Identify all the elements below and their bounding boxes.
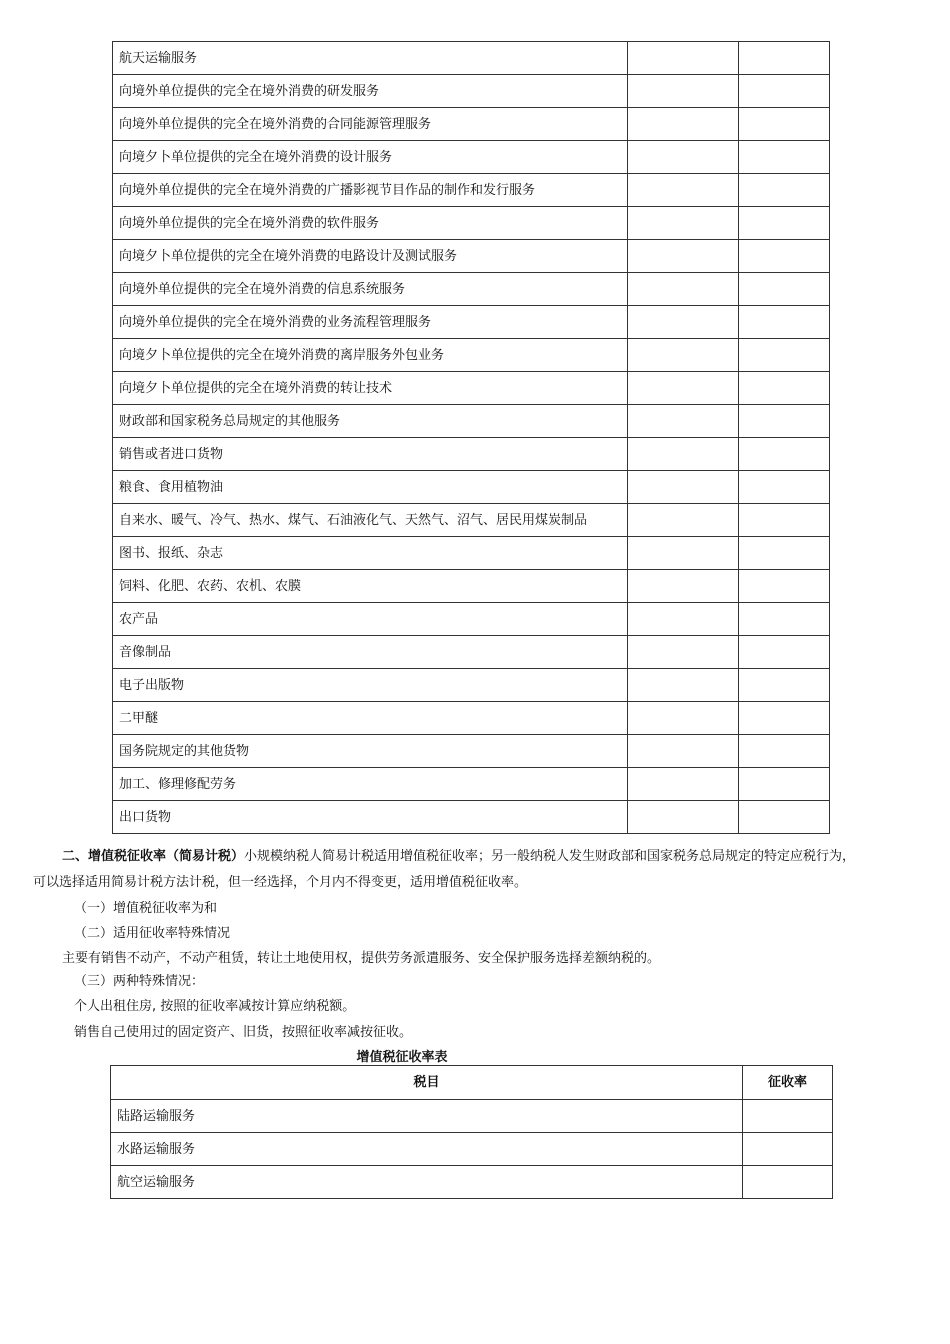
subsection-2: （二）适用征收率特殊情况	[74, 926, 231, 941]
table-row	[113, 174, 830, 207]
table-cell-item: 粮食、食用植物油	[113, 471, 628, 504]
table-cell-blank	[628, 75, 739, 108]
table-cell-blank	[739, 75, 830, 108]
subsection-2-detail: 主要有销售不动产，不动产租赁，转让土地使用权，提供劳务派遣服务、安全保护服务选择差额纳税的。	[62, 951, 661, 966]
table-row	[113, 735, 830, 768]
table-cell-blank	[628, 537, 739, 570]
table-cell-blank	[739, 339, 830, 372]
table-cell-blank	[628, 669, 739, 702]
table-cell-item: 向境外单位提供的完全在境外消费的合同能源管理服务	[113, 108, 628, 141]
table-row	[113, 504, 830, 537]
table-cell-item: 水路运输服务	[111, 1133, 743, 1166]
table-cell-blank	[739, 768, 830, 801]
table-row	[113, 570, 830, 603]
table-cell-item: 向境夕卜单位提供的完全在境外消费的离岸服务外包业务	[113, 339, 628, 372]
table-row	[113, 240, 830, 273]
table-cell-blank	[739, 735, 830, 768]
table-cell-blank	[739, 207, 830, 240]
table-row	[111, 1100, 833, 1133]
table-row	[113, 603, 830, 636]
table-cell-rate	[743, 1166, 833, 1199]
table-cell-blank	[628, 735, 739, 768]
table-row	[113, 207, 830, 240]
table-cell-blank	[739, 702, 830, 735]
table-cell-item: 向境外单位提供的完全在境外消费的广播影视节目作品的制作和发行服务	[113, 174, 628, 207]
table-cell-item: 自来水、暖气、冷气、热水、煤气、石油液化气、天然气、沼气、居民用煤炭制品	[113, 504, 628, 537]
table-cell-blank	[628, 636, 739, 669]
table-cell-blank	[739, 141, 830, 174]
table-cell-blank	[739, 570, 830, 603]
table-cell-blank	[739, 801, 830, 834]
table-row	[113, 768, 830, 801]
table-cell-rate	[743, 1133, 833, 1166]
table-cell-blank	[628, 372, 739, 405]
table-row	[113, 636, 830, 669]
table-cell-blank	[628, 570, 739, 603]
table-row	[113, 471, 830, 504]
table-cell-blank	[628, 207, 739, 240]
column-header-item: 税目	[111, 1066, 743, 1100]
table-cell-blank	[739, 471, 830, 504]
table-cell-item: 图书、报纸、杂志	[113, 537, 628, 570]
table-cell-blank	[628, 174, 739, 207]
table-row	[113, 141, 830, 174]
table-cell-item: 音像制品	[113, 636, 628, 669]
section2-line1	[62, 850, 855, 863]
table-cell-blank	[628, 801, 739, 834]
table-cell-blank	[628, 768, 739, 801]
table-cell-item: 向境夕卜单位提供的完全在境外消费的电路设计及测试服务	[113, 240, 628, 273]
subsection-3: （三）两种特殊情况：	[74, 974, 205, 989]
table-cell-item: 销售或者进口货物	[113, 438, 628, 471]
section2-line2: 可以选择适用简易计税方法计税，但一经选择，个月内不得变更，适用增值税征收率。	[33, 875, 528, 890]
table-cell-blank	[628, 108, 739, 141]
table-row	[113, 339, 830, 372]
table-cell-item: 饲料、化肥、农药、农机、农膜	[113, 570, 628, 603]
table-cell-blank	[739, 603, 830, 636]
table-cell-item: 向境夕卜单位提供的完全在境外消费的设计服务	[113, 141, 628, 174]
table-cell-blank	[739, 42, 830, 75]
table-cell-blank	[628, 273, 739, 306]
simplified-rate-table-body	[111, 1100, 833, 1199]
table-row	[113, 702, 830, 735]
table-cell-blank	[739, 273, 830, 306]
table-cell-item: 向境外单位提供的完全在境外消费的软件服务	[113, 207, 628, 240]
table-cell-blank	[739, 438, 830, 471]
column-header-rate: 征收率	[743, 1066, 833, 1100]
table-cell-blank	[628, 339, 739, 372]
table-cell-blank	[739, 306, 830, 339]
table-cell-item: 二甲醚	[113, 702, 628, 735]
table-cell-blank	[628, 471, 739, 504]
table-cell-item: 出口货物	[113, 801, 628, 834]
table-title: 增值税征收率表	[356, 1050, 448, 1065]
subsection-3-item-1: 个人出租住房, 按照的征收率减按计算应纳税额。	[74, 999, 356, 1014]
table-header-row	[111, 1066, 833, 1100]
table-cell-blank	[628, 504, 739, 537]
table-row	[113, 438, 830, 471]
table-cell-blank	[739, 108, 830, 141]
table-cell-blank	[628, 603, 739, 636]
table-cell-item: 农产品	[113, 603, 628, 636]
table-cell-item: 陆路运输服务	[111, 1100, 743, 1133]
table-row	[113, 801, 830, 834]
table-row	[113, 405, 830, 438]
table-cell-blank	[628, 702, 739, 735]
table-cell-blank	[739, 504, 830, 537]
table-cell-blank	[628, 405, 739, 438]
section2-line1-text: 小规模纳税人简易计税适用增值税征收率；另一般纳税人发生财政部和国家税务总局规定的特定应税行为，	[244, 849, 856, 864]
table-cell-blank	[628, 240, 739, 273]
table-cell-blank	[628, 306, 739, 339]
table-row	[113, 306, 830, 339]
table-cell-item: 电子出版物	[113, 669, 628, 702]
table-cell-item: 向境外单位提供的完全在境外消费的业务流程管理服务	[113, 306, 628, 339]
table-cell-blank	[739, 240, 830, 273]
subsection-3-item-2: 销售自己使用过的固定资产、旧货，按照征收率减按征收。	[74, 1025, 413, 1040]
subsection-1: （一）增值税征收率为和	[74, 901, 218, 916]
table-cell-rate	[743, 1100, 833, 1133]
table-cell-item: 财政部和国家税务总局规定的其他服务	[113, 405, 628, 438]
table-row	[113, 108, 830, 141]
table-row	[113, 372, 830, 405]
table-row	[113, 75, 830, 108]
section2-heading: 二、增值税征收率（简易计税）	[62, 849, 245, 864]
table-cell-blank	[628, 438, 739, 471]
table-cell-item: 向境外单位提供的完全在境外消费的研发服务	[113, 75, 628, 108]
tax-rate-table-continued	[112, 41, 830, 834]
table-cell-item: 国务院规定的其他货物	[113, 735, 628, 768]
table-row	[113, 537, 830, 570]
table-cell-item: 向境夕卜单位提供的完全在境外消费的转让技术	[113, 372, 628, 405]
table-cell-blank	[628, 42, 739, 75]
table-cell-item: 向境外单位提供的完全在境外消费的信息系统服务	[113, 273, 628, 306]
table-cell-blank	[628, 141, 739, 174]
table-cell-item: 航空运输服务	[111, 1166, 743, 1199]
table-cell-blank	[739, 372, 830, 405]
table-row	[113, 273, 830, 306]
simplified-rate-table	[110, 1065, 833, 1199]
table-cell-blank	[739, 537, 830, 570]
tax-rate-table-body	[113, 42, 830, 834]
table-cell-blank	[739, 669, 830, 702]
table-row	[111, 1166, 833, 1199]
table-cell-item: 加工、修理修配劳务	[113, 768, 628, 801]
table-cell-blank	[739, 174, 830, 207]
table-row	[113, 669, 830, 702]
table-cell-item: 航天运输服务	[113, 42, 628, 75]
table-cell-blank	[739, 405, 830, 438]
table-row	[111, 1133, 833, 1166]
table-cell-blank	[739, 636, 830, 669]
table-row	[113, 42, 830, 75]
